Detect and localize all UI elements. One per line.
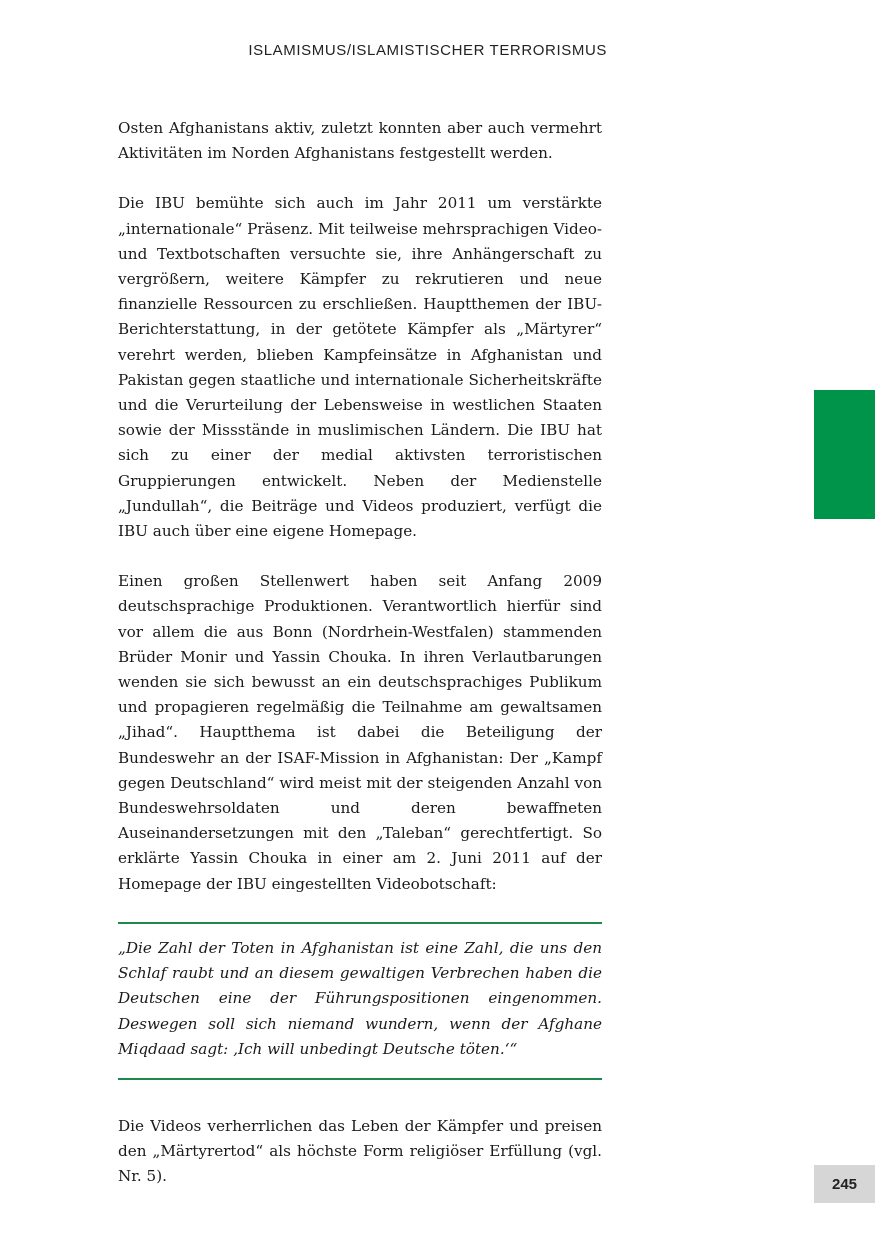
paragraph-3: Einen großen Stellenwert haben seit Anfang 2009 deutschsprachige Produktionen. Verantwortlich hierfür sind vor allem die aus Bonn (Nordrhein-Westfalen) stammenden Brüder Monir und Yassin Chouka. In ihren Verlautbarungen wenden sie sich bewusst an ein deutschsprachiges Publikum und propagieren regelmäßig die Teilnahme am gewaltsamen „Jihad“. Hauptthema ist dabei die Beteiligung der Bundeswehr an der ISAF-Mission in Afghanistan: Der „Kampf gegen Deutschland“ wird meist mit der steigenden Anzahl von Bundeswehrsoldaten und deren bewaffneten Auseinandersetzungen mit den „Taleban“ gerechtfertigt. So erklärte Yassin Chouka in einer am 2. Juni 2011 auf der Homepage der IBU eingestellten Videobotschaft: (118, 572, 602, 893)
page-number: 245 (814, 1165, 875, 1203)
running-header: ISLAMISMUS/ISLAMISTISCHER TERRORISMUS (248, 42, 607, 59)
paragraph-1: Osten Afghanistans aktiv, zuletzt konnten aber auch vermehrt Aktivitäten im Norden Afghanistans festgestellt werden. (118, 119, 602, 163)
block-quote (118, 922, 602, 1080)
main-content (118, 116, 602, 1215)
chapter-tab-marker (814, 390, 875, 519)
closing-paragraph: Die Videos verherrlichen das Leben der Kämpfer und preisen den „Märtyrertod“ als höchste Form religiöser Erfüllung (vgl. Nr. 5). (118, 1116, 602, 1186)
quote-text: „Die Zahl der Toten in Afghanistan ist eine Zahl, die uns den Schlaf raubt und an diesem gewaltigen Verbrechen haben die Deutschen eine der Führungspositionen eingenommen. Deswegen soll sich niemand wundern, wenn der Afghane Miqdaad sagt: ‚Ich will unbedingt Deutsche töten.‘“ (118, 938, 602, 1058)
paragraph-2: Die IBU bemühte sich auch im Jahr 2011 um verstärkte „internationale“ Präsenz. Mit teilweise mehrsprachigen Video- und Textbotschaften versuchte sie, ihre Anhängerschaft zu vergrößern, weitere Kämpfer zu rekrutieren und neue finanzielle Ressourcen zu erschließen. Hauptthemen der IBU-Berichterstattung, in der getötete Kämpfer als „Märtyrer“ verehrt werden, blieben Kampfeinsätze in Afghanistan und Pakistan gegen staatliche und internationale Sicherheitskräfte und die Verurteilung der Lebensweise in westlichen Staaten sowie der Missstände in muslimischen Ländern. Die IBU hat sich zu einer der medial aktivsten terroristischen Gruppierungen entwickelt. Neben der Medienstelle „Jundullah“, die Beiträge und Videos produziert, verfügt die IBU auch über eine eigene Homepage. (118, 194, 602, 541)
